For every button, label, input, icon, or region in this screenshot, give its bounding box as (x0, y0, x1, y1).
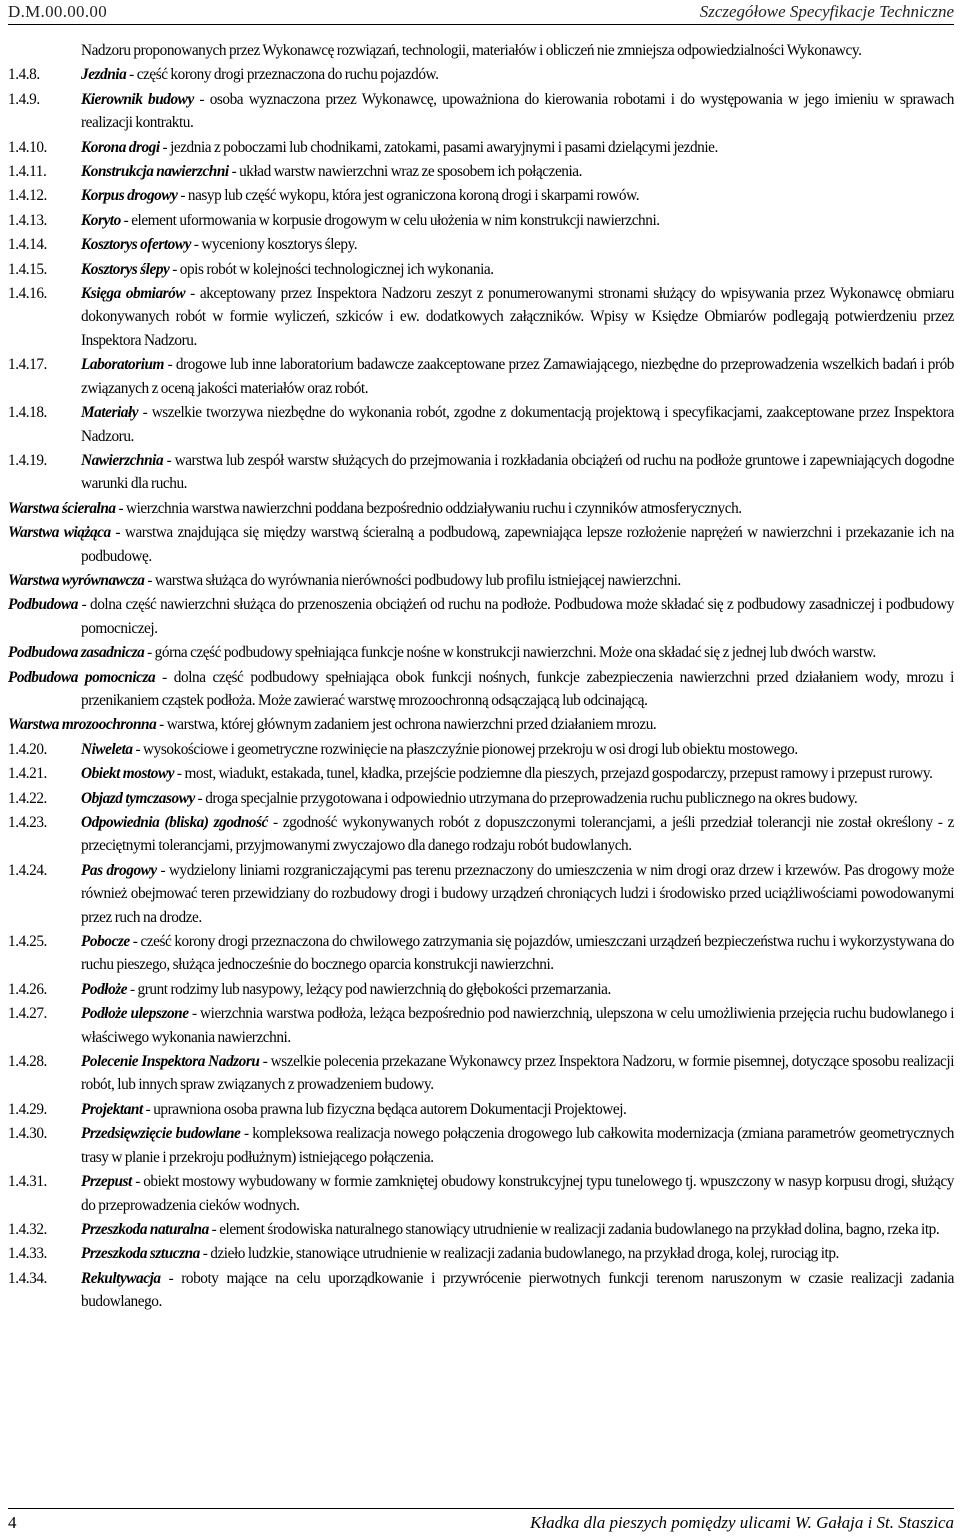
definition-body (81, 1218, 954, 1241)
definition-text: - górna część podbudowy spełniająca funkcje nośne w konstrukcji nawierzchni. Może ona składać się z jednej lub dwóch warstw. (144, 644, 876, 662)
definition-body (81, 811, 954, 858)
definition-item (8, 1122, 954, 1169)
definition-term: Odpowiednia (bliska) zgodność (81, 814, 268, 831)
definition-text: - drogowe lub inne laboratorium badawcze zaakceptowane przez Zamawiającego, niezbędne do przeprowadzenia wszelkich badań i prób związanych z oceną jakości materiałów oraz robót. (81, 356, 954, 397)
definition-body (81, 1050, 954, 1097)
definition-number: 1.4.31. (8, 1173, 47, 1191)
definition-term: Przepust (81, 1173, 132, 1191)
definition-number: 1.4.17. (8, 356, 47, 374)
definition-text: - część korony drogi przeznaczona do ruchu pojazdów. (126, 66, 439, 84)
definition-body (81, 1098, 954, 1121)
definition-text: - wszelkie tworzywa niezbędne do wykonania robót, zgodne z dokumentacją projektową i specyfikacjami, zaakceptowane przez Inspektora Nadzoru. (81, 404, 954, 445)
definition-term: Podbudowa zasadnicza (8, 644, 145, 662)
definition-number: 1.4.24. (8, 861, 47, 879)
definition-term: Projektant (81, 1100, 143, 1118)
definition-term: Warstwa ścieralna (8, 499, 116, 517)
definition-term: Koryto (81, 211, 121, 229)
definition-term: Podbudowa (8, 596, 78, 614)
definition-body (81, 258, 954, 281)
definition-text: - układ warstw nawierzchni wraz ze sposobem ich połączenia. (228, 163, 583, 181)
definition-text: - warstwa lub zespół warstw służących do przejmowania i rozkładania obciążeń od ruchu na podłoże gruntowe i zapewniających dogodne warunki dla ruchu. (81, 451, 954, 493)
definition-item (8, 233, 954, 256)
definition-text: - element uformowania w korpusie drogowym w celu ułożenia w nim konstrukcji nawierzchni. (120, 211, 660, 229)
definition-term: Księga obmiarów (81, 285, 186, 303)
definition-item (8, 978, 954, 1001)
layer-definition-item (8, 497, 954, 520)
definition-number: 1.4.20. (8, 740, 47, 758)
definition-body (81, 1122, 954, 1169)
definition-body (81, 136, 954, 159)
definition-text: - wierzchnia warstwa podłoża, leżąca bezpośrednio pod nawierzchnią, ulepszona w celu umożliwienia przejęcia ruchu budowlanego i właściwego wykonania nawierzchni. (81, 1005, 954, 1046)
layer-definition-item (8, 593, 954, 640)
definition-term: Korpus drogowy (81, 187, 178, 205)
definition-body (81, 209, 954, 232)
definition-text: - dolna część podbudowy spełniająca obok funkcji nośnych, funkcje zabezpieczenia nawierzchni przed działaniem wody, mrozu i przenikaniem cząstek podłoża. Może zawierać warstwę mrozoochronną odsączającą lub odcinającą. (81, 668, 954, 709)
definition-text: - wierzchnia warstwa nawierzchni poddana bezpośrednio oddziaływaniu ruchu i czynników atmosferycznych. (115, 499, 742, 517)
definition-text: - opis robót w kolejności technologicznej ich wykonania. (169, 260, 494, 278)
definition-item (8, 1098, 954, 1121)
definition-number: 1.4.22. (8, 789, 47, 807)
definition-item (8, 209, 954, 232)
page-footer (8, 1508, 954, 1532)
layer-definition-item (8, 666, 954, 713)
definition-body (81, 1242, 954, 1265)
definition-number: 1.4.13. (8, 211, 47, 229)
definition-number: 1.4.15. (8, 260, 47, 278)
definition-number: 1.4.11. (8, 163, 47, 181)
project-title: Kładka dla pieszych pomiędzy ulicami W. Gałaja i St. Staszica (530, 1513, 954, 1532)
layer-definitions-list (8, 497, 954, 737)
definition-number: 1.4.12. (8, 187, 47, 205)
definition-number: 1.4.23. (8, 814, 47, 831)
definition-text: - nasyp lub część wykopu, która jest ograniczona koroną drogi i skarpami rowów. (177, 187, 640, 205)
definition-number: 1.4.16. (8, 285, 47, 303)
definition-term: Przedsięwzięcie budowlane (81, 1125, 241, 1143)
definition-text: - dolna część nawierzchni służąca do przenoszenia obciążeń od ruchu na podłoże. Podbudowa może składać się z podbudowy zasadniczej i podbudowy pomocniczej. (77, 596, 954, 637)
definition-term: Warstwa wyrównawcza (8, 571, 145, 589)
definition-term: Kierownik budowy (81, 90, 194, 108)
definition-text: - wyceniony kosztorys ślepy. (190, 236, 358, 254)
definition-item (8, 184, 954, 207)
definition-body (81, 762, 954, 785)
definition-item (8, 1002, 954, 1049)
definition-item (8, 1267, 954, 1314)
definition-term: Podłoże ulepszone (81, 1005, 189, 1023)
definition-body (81, 978, 954, 1001)
definition-text: - wszelkie polecenia przekazane Wykonawcy przez Inspektora Nadzoru, w formie pisemnej, dotyczące sposobu realizacji robót, lub innych spraw związanych z prowadzeniem budowy. (81, 1053, 954, 1094)
definition-term: Korona drogi (81, 138, 160, 156)
definition-text: - warstwa, której głównym zadaniem jest ochrona nawierzchni przed działaniem mrozu. (156, 716, 657, 734)
document-code: D.M.00.00.00 (8, 2, 107, 21)
definition-item (8, 282, 954, 352)
definition-number: 1.4.30. (8, 1125, 47, 1143)
definition-text: - uprawniona osoba prawna lub fizyczna będąca autorem Dokumentacji Projektowej. (142, 1100, 627, 1118)
definition-text: - warstwa znajdująca się między warstwą ścieralną a podbudową, zapewniająca lepsze rozłożenie naprężeń w nawierzchni i przekazanie ich na podbudowę. (81, 524, 954, 565)
definition-number: 1.4.19. (8, 451, 47, 469)
definition-term: Obiekt mostowy (81, 765, 175, 783)
definition-body (81, 282, 954, 352)
definition-body (81, 353, 954, 400)
definition-number: 1.4.25. (8, 933, 47, 951)
definition-body (81, 1170, 954, 1217)
definition-text: - grunt rodzimy lub nasypowy, leżący pod nawierzchnią do głębokości przemarzania. (127, 980, 611, 998)
definition-body (81, 449, 954, 496)
definition-number: 1.4.28. (8, 1053, 47, 1071)
definition-body (81, 930, 954, 977)
definition-body (81, 1267, 954, 1314)
definition-number: 1.4.32. (8, 1220, 47, 1238)
definition-term: Objazd tymczasowy (81, 789, 195, 807)
definition-term: Podłoże (81, 980, 128, 998)
layer-definition-item (8, 713, 954, 736)
intro-continuation: Nadzoru proponowanych przez Wykonawcę rozwiązań, technologii, materiałów i obliczeń nie zmniejsza odpowiedzialności Wykonawcy. (81, 42, 862, 59)
definition-term: Pas drogowy (81, 861, 157, 879)
document-series-title: Szczegółowe Specyfikacje Techniczne (699, 2, 954, 21)
definition-body (81, 787, 954, 810)
definition-item (8, 811, 954, 858)
definition-term: Warstwa wiążąca (8, 524, 111, 542)
definition-number: 1.4.18. (8, 404, 47, 422)
layer-definition-item (8, 569, 954, 592)
definition-item (8, 449, 954, 496)
definition-item (8, 136, 954, 159)
definition-number: 1.4.8. (8, 66, 40, 84)
definition-term: Nawierzchnia (81, 451, 164, 469)
definition-number: 1.4.29. (8, 1100, 47, 1118)
definition-term: Kosztorys ofertowy (81, 236, 191, 254)
definition-item (8, 63, 954, 86)
layer-definition-item (8, 641, 954, 664)
definition-item (8, 401, 954, 448)
definition-item (8, 258, 954, 281)
definition-text: - wysokościowe i geometryczne rozwinięcie na płaszczyźnie pionowej przekroju w osi drogi lub obiektu mostowego. (132, 740, 798, 758)
definition-text: - droga specjalnie przygotowana i odpowiednio utrzymana do przeprowadzenia ruchu publicznego na okres budowy. (194, 789, 858, 807)
definition-term: Przeszkoda sztuczna (81, 1245, 200, 1263)
definitions-list-b (8, 738, 954, 1314)
definition-text: - jezdnia z poboczami lub chodnikami, zatokami, pasami awaryjnymi i pasami dzielącymi jezdnie. (159, 138, 718, 156)
definition-body (81, 184, 954, 207)
definition-item (8, 1242, 954, 1265)
definition-body (81, 88, 954, 135)
definition-term: Rekultywacja (81, 1269, 161, 1287)
definition-term: Podbudowa pomocnicza (8, 668, 156, 686)
page-number: 4 (8, 1513, 17, 1532)
definition-number: 1.4.26. (8, 980, 47, 998)
document-body (8, 39, 954, 1315)
definition-text: - warstwa służąca do wyrównania nierówności podbudowy lub profilu istniejącej nawierzchni. (144, 571, 681, 589)
definition-number: 1.4.14. (8, 236, 47, 254)
definition-term: Niweleta (81, 740, 133, 758)
definition-number: 1.4.34. (8, 1269, 47, 1287)
definition-text: - element środowiska naturalnego stanowiący utrudnienie w realizacji zadania budowlanego na przykład dolina, bagno, rzeka itp. (208, 1220, 940, 1238)
definition-item (8, 1218, 954, 1241)
definition-term: Konstrukcja nawierzchni (81, 163, 229, 181)
definition-text: - osoba wyznaczona przez Wykonawcę, upoważniona do kierowania robotami i do występowania w jego imieniu w sprawach realizacji kontraktu. (81, 90, 954, 132)
definition-text: - zgodność wykonywanych robót z dopuszczonymi tolerancjami, a jeśli przedział tolerancji nie został określony - z przeciętnymi tolerancjami, przyjmowanymi zwyczajowo dla danego rodzaju robót budowlanych. (81, 814, 954, 855)
definition-number: 1.4.10. (8, 138, 47, 156)
definition-text: - dzieło ludzkie, stanowiące utrudnienie w realizacji zadania budowlanego, na przykład droga, kolej, rurociąg itp. (199, 1245, 839, 1263)
definition-item (8, 160, 954, 183)
definition-body (81, 233, 954, 256)
layer-definition-item (8, 521, 954, 568)
definition-number: 1.4.21. (8, 765, 47, 783)
definition-term: Jezdnia (81, 66, 127, 84)
page-header (8, 0, 954, 25)
definition-body (81, 401, 954, 448)
definition-body (81, 859, 954, 929)
definition-term: Materiały (81, 404, 139, 422)
definition-number: 1.4.33. (8, 1245, 47, 1263)
definition-text: - cześć korony drogi przeznaczona do chwilowego zatrzymania się pojazdów, umieszczani urządzeń bezpieczeństwa ruchu i wykorzystywana do ruchu pieszego, służąca jednocześnie do bocznego oparcia konstrukcji nawierzchni. (81, 933, 954, 974)
definition-text: - roboty mające na celu uporządkowanie i przywrócenie pierwotnych funkcji terenom naruszonym w czasie realizacji zadania budowlanego. (81, 1269, 954, 1311)
definition-term: Polecenie Inspektora Nadzoru (81, 1053, 260, 1071)
definitions-list-a (8, 63, 954, 495)
definition-term: Laboratorium (81, 356, 164, 374)
definition-number: 1.4.9. (8, 90, 40, 108)
definition-text: - akceptowany przez Inspektora Nadzoru zeszyt z ponumerowanymi stronami służący do wpisywania przez Wykonawcę obmiaru dokonywanych robót w formie wyliczeń, szkiców i ew. dodatkowych załączników. Wpisy w Księdze Obmiarów podlegają potwierdzeniu przez Inspektora Nadzoru. (81, 285, 954, 349)
definition-body (81, 63, 954, 86)
definition-item (8, 787, 954, 810)
definition-number: 1.4.27. (8, 1005, 47, 1023)
definition-term: Kosztorys ślepy (81, 260, 170, 278)
definition-item (8, 738, 954, 761)
definition-body (81, 738, 954, 761)
definition-text: - wydzielony liniami rozgraniczającymi pas terenu przeznaczony do umieszczenia w nim drogi oraz drzew i krzewów. Pas drogowy może również obejmować teren przewidziany do rozbudowy drogi i budowy urządzeń chroniących ludzi i środowisko przed uciążliwościami powodowanymi przez ruch na drodze. (81, 861, 955, 926)
definition-term: Warstwa mrozoochronna (8, 716, 157, 734)
definition-text: - kompleksowa realizacja nowego połączenia drogowego lub całkowita modernizacja (zmiana parametrów geometrycznych trasy w planie i przekroju podłużnym) istniejącego połączenia. (81, 1125, 954, 1166)
definition-body (81, 1002, 954, 1049)
definition-term: Pobocze (81, 933, 130, 951)
definition-item (8, 930, 954, 977)
definition-item (8, 353, 954, 400)
definition-text: - most, wiadukt, estakada, tunel, kładka, przejście podziemne dla pieszych, przejazd gospodarczy, przepust ramowy i przepust rurowy. (174, 765, 933, 783)
definition-body (81, 160, 954, 183)
definition-item (8, 1050, 954, 1097)
definition-text: - obiekt mostowy wybudowany w formie zamkniętej obudowy konstrukcyjnej typu tunelowego tj. wpuszczony w nasyp korpusu drogi, służący do przeprowadzenia cieków wodnych. (81, 1173, 954, 1214)
definition-item (8, 762, 954, 785)
definition-item (8, 1170, 954, 1217)
definition-item (8, 859, 954, 929)
definition-term: Przeszkoda naturalna (81, 1220, 209, 1238)
definition-item (8, 88, 954, 135)
